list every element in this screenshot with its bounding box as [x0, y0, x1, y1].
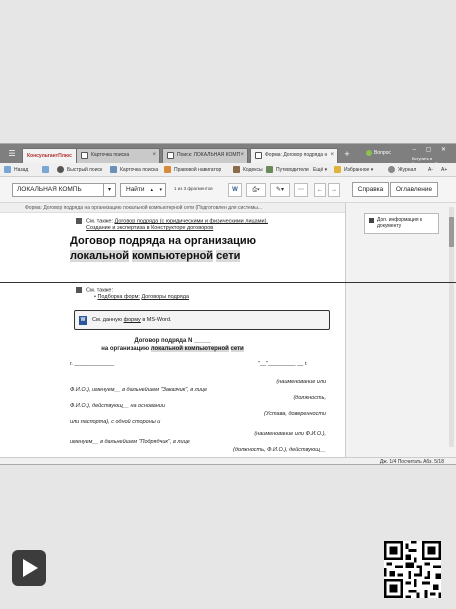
date-line: "__"_________ __ г. [258, 361, 308, 367]
qr-code [384, 541, 441, 598]
forward-button[interactable] [42, 163, 52, 177]
forms-link[interactable]: Договоры подряда [141, 294, 190, 301]
new-tab-icon[interactable]: + [344, 149, 350, 159]
fragment-counter: 1 из 3 фрагментов [174, 186, 213, 191]
status-text: Дж. 1/4 Посчитать Абз. 5/18 [379, 459, 444, 465]
title-word: локальной [70, 250, 130, 262]
form-line: (должность, [293, 395, 326, 401]
form-line: (наименование или [276, 379, 326, 385]
find-label: Найти [126, 186, 145, 193]
close-icon[interactable]: × [330, 152, 334, 158]
window-controls[interactable]: – ▢ ✕ [412, 147, 450, 153]
tab-form[interactable] [250, 148, 338, 163]
extra-info-label: Доп. информация к документу [377, 217, 423, 229]
tab-search-card[interactable] [76, 148, 160, 163]
quick-search-button[interactable] [57, 163, 102, 177]
quick-search-label: Быстрый поиск [67, 167, 103, 173]
play-icon [23, 559, 38, 577]
side-panel [345, 203, 456, 457]
chevron-down-icon[interactable]: ▾ [104, 183, 116, 197]
favorites-label: Избранное [344, 167, 370, 173]
favorites-button[interactable]: Избранное ▾ [334, 163, 373, 177]
clock-icon [388, 166, 395, 173]
question-icon [366, 150, 372, 156]
form-line: (Устава, доверенности [264, 411, 326, 417]
journal-button[interactable] [388, 163, 416, 177]
close-icon[interactable]: × [152, 152, 156, 158]
arrow-bullet-icon [76, 287, 82, 293]
prev-icon[interactable]: ← [314, 183, 326, 197]
font-increase-button[interactable]: A+ [441, 167, 448, 173]
search-icon [57, 166, 64, 173]
forward-arrow-icon [42, 166, 49, 173]
search-input[interactable]: ЛОКАЛЬНАЯ КОМПЬ [12, 183, 104, 197]
extra-info-card[interactable] [364, 213, 439, 234]
main-toolbar [0, 163, 456, 177]
back-label: Назад [14, 167, 29, 173]
tab-label: Форма: Договор подряда н [265, 152, 328, 158]
star-icon [334, 166, 341, 173]
divider [0, 282, 456, 283]
doc-title-line2 [70, 250, 240, 263]
title-word: сети [216, 250, 241, 262]
journal-label: Журнал [398, 167, 417, 173]
info-icon [369, 218, 374, 223]
form-line: именуем__ в дальнейшем "Подрядчик", в лице [70, 439, 190, 445]
tab-label: Карточка поиска [91, 152, 130, 158]
find-prev-icon[interactable]: ▴ [150, 187, 153, 193]
form-line: Ф.И.О.), действующ__ на основании [70, 403, 165, 409]
brand-subtitle: Вступить в [412, 156, 433, 161]
breadcrumb: Форма: Договор подряда на организацию локальной компьютерной сети (Подготовлен для системы... [0, 203, 345, 213]
doc-title-line1: Договор подряда на организацию [70, 235, 257, 247]
more-icon[interactable]: ⋯ [294, 183, 308, 197]
back-button[interactable] [4, 163, 28, 177]
codes-button[interactable] [233, 163, 263, 177]
more-button[interactable]: Ещё ▾ [313, 167, 328, 173]
guide-icon [266, 166, 273, 173]
question-label: Вопрос [374, 150, 391, 156]
related-doc-link[interactable]: Договор подряда (с юридическими и физическими лицами). [114, 218, 268, 225]
book-icon [233, 166, 240, 173]
play-button[interactable] [12, 550, 46, 586]
title-word: компьютерной [132, 250, 214, 262]
contents-button[interactable]: Оглавление [390, 182, 438, 197]
back-arrow-icon [4, 166, 11, 173]
see-also-1 [76, 218, 268, 232]
subtitle-prefix: на организацию [101, 346, 150, 352]
reference-button[interactable]: Справка [352, 182, 389, 197]
see-also-prefix: См. также: [86, 287, 113, 294]
next-icon[interactable]: → [328, 183, 340, 197]
form-line: Ф.И.О.), именуем__ в дальнейшем "Заказчик", в лице [70, 387, 208, 393]
document-body [0, 213, 345, 457]
word-icon: W [80, 317, 86, 323]
search-row [0, 177, 456, 203]
guides-label: Путеводители [276, 167, 309, 173]
menu-icon[interactable]: ☰ [8, 149, 16, 158]
legal-nav-button[interactable] [164, 163, 221, 177]
contract-subtitle [0, 346, 345, 353]
search-card-button[interactable] [110, 163, 158, 177]
see-also-2: См. также: • Подборка форм: Договоры подряда [76, 287, 189, 301]
navigator-icon [164, 166, 171, 173]
word-text-prefix: См. данную [92, 317, 123, 323]
codes-label: Кодексы [243, 167, 263, 173]
subtitle-highlight: локальной компьютерной [150, 346, 229, 352]
guides-button[interactable] [266, 163, 309, 177]
see-also-prefix: См. также: [86, 218, 113, 225]
save-icon[interactable]: ✎▾ [270, 183, 290, 197]
arrow-bullet-icon [76, 218, 82, 224]
find-button[interactable] [120, 183, 166, 197]
logo-tab[interactable]: КонсультантПлюс [22, 148, 77, 163]
word-export-icon[interactable]: W [228, 183, 242, 197]
card-icon [110, 166, 117, 173]
find-next-icon[interactable]: ▾ [159, 187, 162, 193]
print-icon[interactable]: ⎙▾ [246, 183, 266, 197]
legal-nav-label: Правовой навигатор [174, 167, 222, 173]
status-bar [0, 457, 456, 465]
word-form-link[interactable]: форму [123, 317, 141, 323]
search-card-label: Карточка поиска [120, 167, 159, 173]
word-notice [74, 310, 330, 330]
form-line: (должность, Ф.И.О.), действующ__ [233, 447, 326, 453]
word-text-suffix: в MS-Word. [142, 317, 172, 323]
close-icon[interactable]: × [240, 152, 244, 158]
search-card-icon [81, 152, 88, 159]
search-icon [167, 152, 174, 159]
forms-link-prefix[interactable]: Подборка форм: [97, 294, 140, 301]
font-decrease-button[interactable]: A- [428, 167, 433, 173]
subtitle-highlight: сети [230, 346, 244, 352]
related-doc-link-2[interactable]: Создание и экспертиза в Конструкторе договоров [86, 225, 214, 232]
tab-bar [0, 144, 456, 163]
question-button[interactable] [366, 148, 391, 158]
document-icon [255, 152, 262, 159]
app-window [0, 143, 456, 465]
form-line: (наименование или Ф.И.О.), [254, 431, 326, 437]
more-label: Ещё [313, 167, 324, 173]
form-line: или паспорта), с одной стороны и [70, 419, 161, 425]
tab-label: Поиск: ЛОКАЛЬНАЯ КОМП [177, 152, 241, 158]
scrollbar-thumb[interactable] [449, 217, 454, 247]
city-line: г. _____________ [70, 361, 115, 367]
contract-title: Договор подряда N _____ [134, 338, 211, 344]
tab-search-results[interactable] [162, 148, 248, 163]
